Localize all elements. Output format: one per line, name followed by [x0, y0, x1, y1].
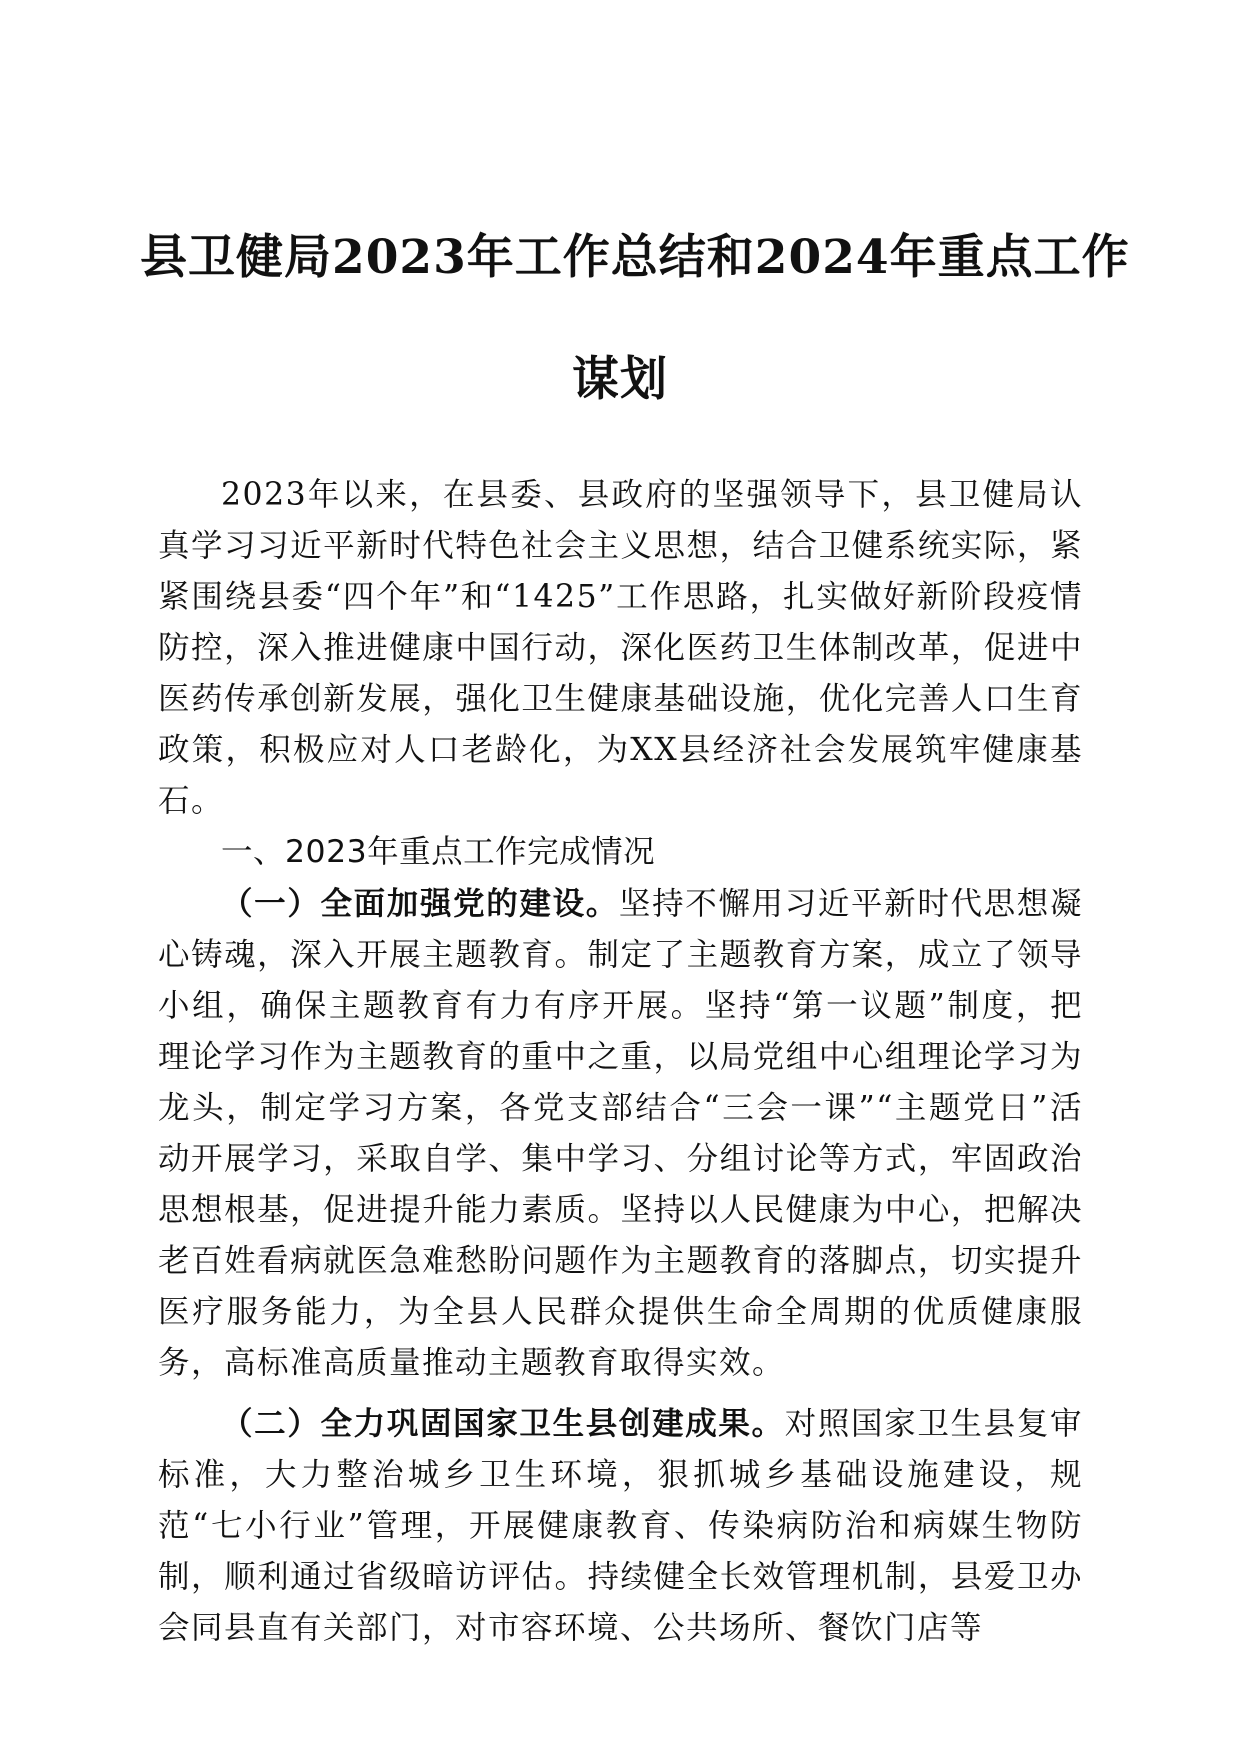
item-1-paragraph — [158, 878, 1083, 1389]
intro-paragraph: 2023年以来，在县委、县政府的坚强领导下，县卫健局认真学习习近平新时代特色社会主义思想，结合卫健系统实际，紧紧围绕县委“四个年”和“1425”工作思路，扎实做好新阶段疫情防控，深入推进健康中国行动，深化医药卫生体制改革，促进中医药传承创新发展，强化卫生健康基础设施，优化完善人口生育政策，积极应对人口老龄化，为XX县经济社会发展筑牢健康基石。 — [158, 477, 1083, 819]
item-1-text: 坚持不懈用习近平新时代思想凝心铸魂，深入开展主题教育。制定了主题教育方案，成立了领导小组，确保主题教育有力有序开展。坚持“第一议题”制度，把理论学习作为主题教育的重中之重，以局党组中心组理论学习为龙头，制定学习方案，各党支部结合“三会一课”“主题党日”活动开展学习，采取自学、集中学习、分组讨论等方式，牢固政治思想根基，促进提升能力素质。坚持以人民健康为中心，把解决老百姓看病就医急难愁盼问题作为主题教育的落脚点，切实提升医疗服务能力，为全县人民群众提供生命全周期的优质健康服务，高标准高质量推动主题教育取得实效。 — [158, 886, 1083, 1381]
document-body — [158, 470, 1083, 1654]
item-1-lead: （一）全面加强党的建设。 — [221, 885, 619, 922]
item-2-text: 对照国家卫生县复审标准，大力整治城乡卫生环境，狠抓城乡基础设施建设，规范“七小行业”管理，开展健康教育、传染病防治和病媒生物防制，顺利通过省级暗访评估。持续健全长效管理机制，县爱卫办会同县直有关部门，对市容环境、公共场所、餐饮门店等 — [158, 1406, 1083, 1646]
item-2-lead: （二）全力巩固国家卫生县创建成果。 — [221, 1405, 785, 1442]
document-title-line-2: 谋划 — [572, 352, 668, 407]
item-2-paragraph — [158, 1398, 1083, 1654]
document-title-line-1: 县卫健局2023年工作总结和2024年重点工作 — [140, 230, 1130, 285]
section-heading-1: 一、2023年重点工作完成情况 — [221, 834, 656, 870]
